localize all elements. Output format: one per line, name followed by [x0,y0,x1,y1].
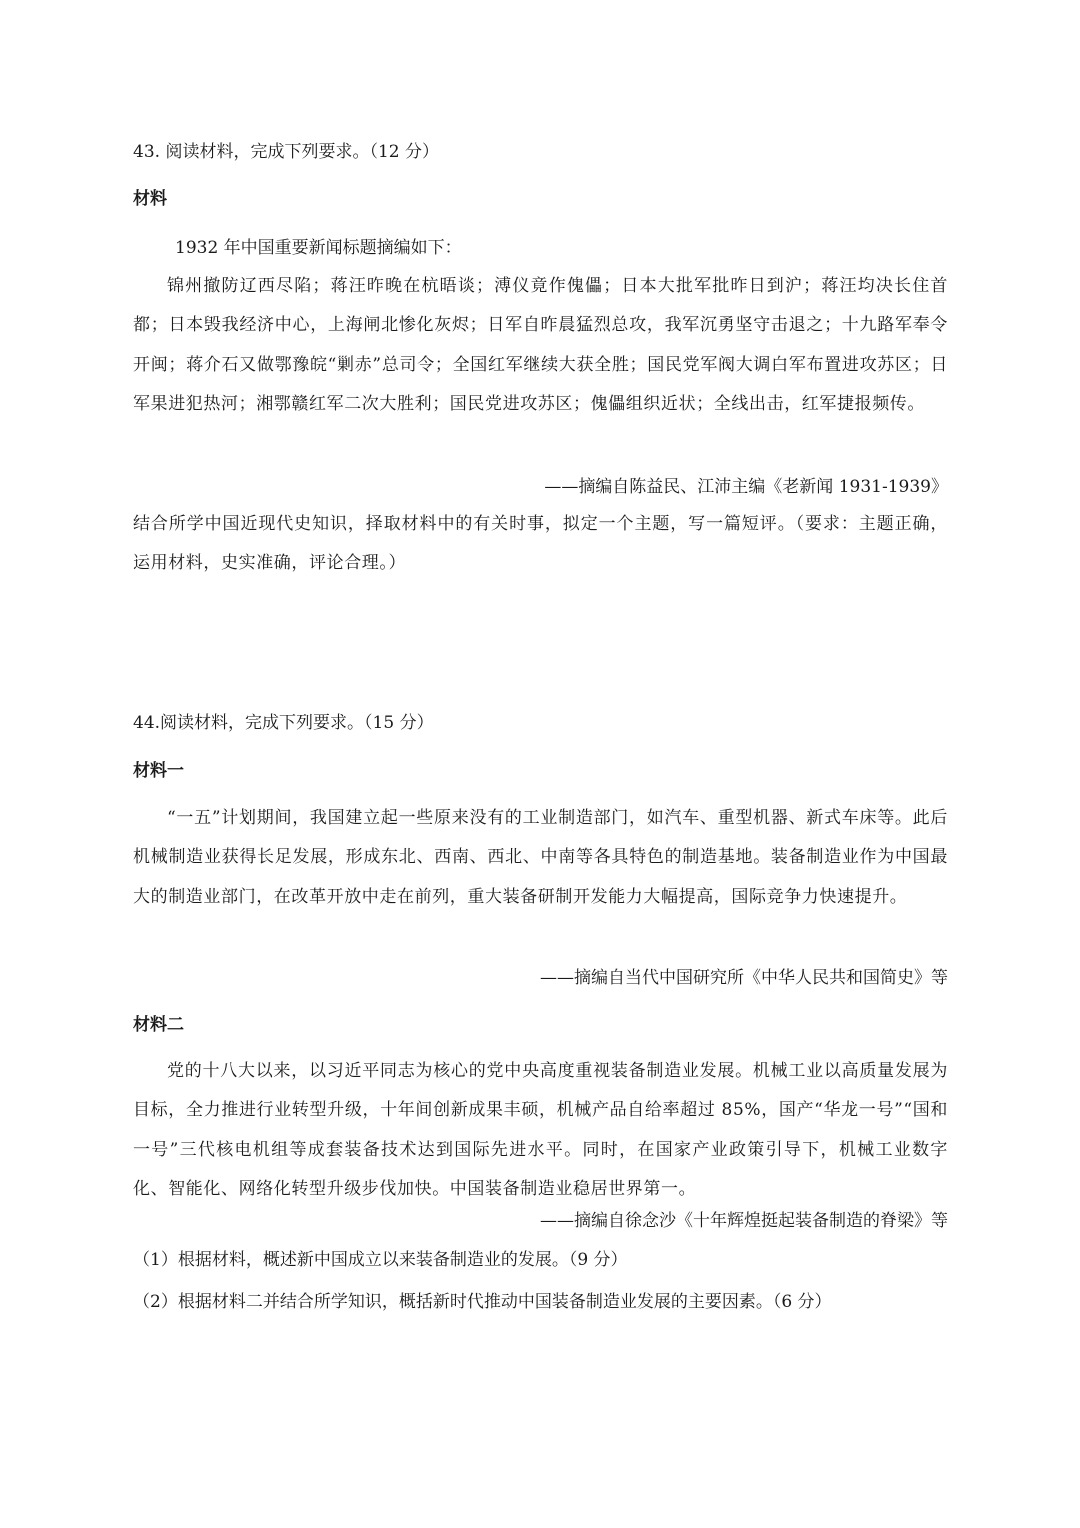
q44-title: 44.阅读材料，完成下列要求。（15 分） [133,713,434,733]
q44-material1-label: 材料一 [133,761,184,781]
q44-material2-text: 党的十八大以来，以习近平同志为核心的党中央高度重视装备制造业发展。机械工业以高质量发展为目标，全力推进行业转型升级，十年间创新成果丰硕，机械产品自给率超过 85%，国产“华龙一号”“国和一号”三代核电机组等成套装备技术达到国际先进水平。同时，在国家产业政策引导下，机械工业数字化、智能化、网络化转型升级步伐加快。中国装备制造业稳居世界第一。 [133,1061,948,1199]
q43-requirement: 结合所学中国近现代史知识，择取材料中的有关时事，拟定一个主题，写一篇短评。（要求：主题正确，运用材料，史实准确，评论合理。） [133,514,948,574]
q44-material2-source: ——摘编自徐念沙《十年辉煌挺起装备制造的脊梁》等 [540,1211,948,1231]
q43-material-label: 材料 [133,189,167,209]
q43-intro: 1932 年中国重要新闻标题摘编如下： [175,238,462,258]
q43-source: ——摘编自陈益民、江沛主编《老新闻 1931-1939》 [544,477,948,497]
q44-material1-text: “一五”计划期间，我国建立起一些原来没有的工业制造部门，如汽车、重型机器、新式车床等。此后机械制造业获得长足发展，形成东北、西南、西北、中南等各具特色的制造基地。装备制造业作为中国最大的制造业部门，在改革开放中走在前列，重大装备研制开发能力大幅提高，国际竞争力快速提升。 [133,808,948,907]
q43-title: 43. 阅读材料，完成下列要求。（12 分） [133,142,439,162]
q44-subquestion-2: （2）根据材料二并结合所学知识，概括新时代推动中国装备制造业发展的主要因素。（6 分） [133,1292,832,1312]
q44-material1-source: ——摘编自当代中国研究所《中华人民共和国简史》等 [540,968,948,988]
q44-material2-label: 材料二 [133,1015,184,1035]
q43-headlines: 锦州撤防辽西尽陷；蒋汪昨晚在杭晤谈；溥仪竟作傀儡；日本大批军批昨日到沪；蒋汪均决长住首都；日本毁我经济中心，上海闸北惨化灰烬；日军自昨晨猛烈总攻，我军沉勇坚守击退之；十九路军奉令开闽；蒋介石又做鄂豫皖“剿赤”总司令；全国红军继续大获全胜；国民党军阀大调白军布置进攻苏区；日军果进犯热河；湘鄂赣红军二次大胜利；国民党进攻苏区；傀儡组织近状；全线出击，红军捷报频传。 [133,276,948,414]
q44-subquestion-1: （1）根据材料，概述新中国成立以来装备制造业的发展。（9 分） [133,1250,628,1270]
